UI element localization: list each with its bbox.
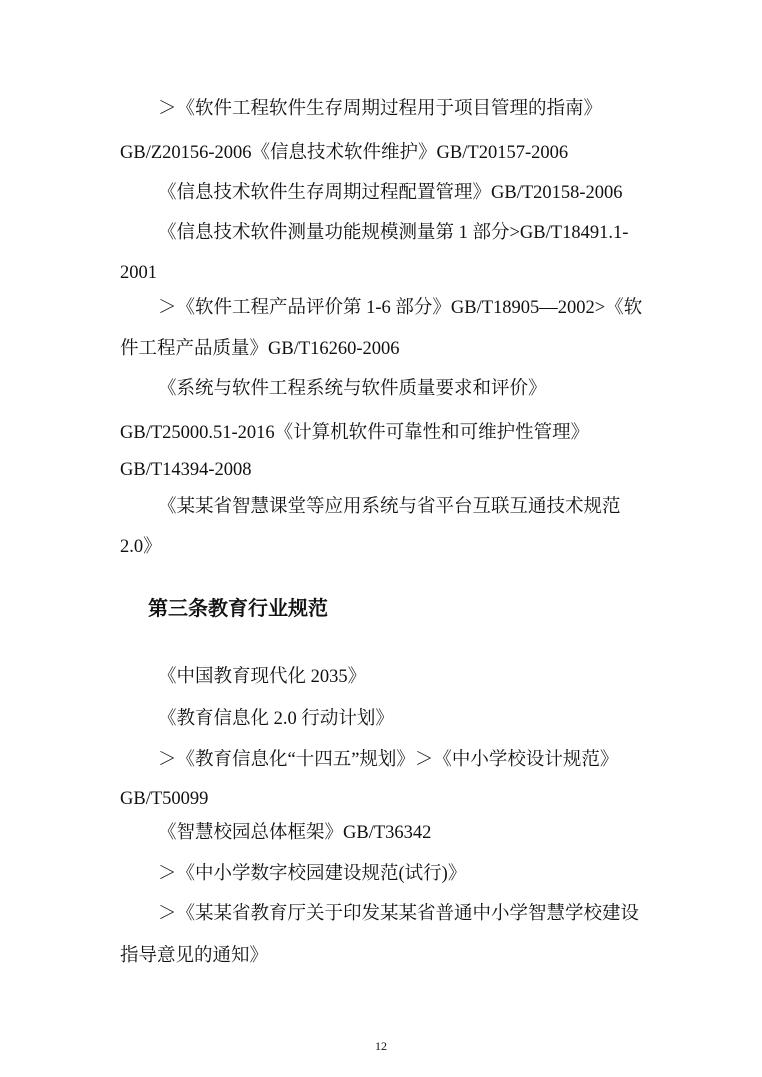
text-line: ＞《软件工程软件生存周期过程用于项目管理的指南》 xyxy=(158,99,603,119)
text-line: 《某某省智慧课堂等应用系统与省平台互联互通技术规范 xyxy=(158,497,621,517)
text-line: 件工程产品质量》GB/T16260-2006 xyxy=(120,339,400,359)
text-line: ＞《中小学数字校园建设规范(试行)》 xyxy=(158,864,467,884)
text-line: ＞《某某省教育厅关于印发某某省普通中小学智慧学校建设 xyxy=(158,904,640,924)
text-line: ＞《软件工程产品评价第 1-6 部分》GB/T18905—2002>《软 xyxy=(158,298,643,318)
text-line: GB/Z20156-2006《信息技术软件维护》GB/T20157-2006 xyxy=(120,143,569,163)
text-line: GB/T50099 xyxy=(120,789,209,809)
text-line: GB/T25000.51-2016《计算机软件可靠性和可维护性管理》 xyxy=(120,423,590,443)
text-line: 《信息技术软件生存周期过程配置管理》GB/T20158-2006 xyxy=(158,183,623,203)
text-line: 指导意见的通知》 xyxy=(120,946,269,966)
section-heading: 第三条教育行业规范 xyxy=(148,596,328,620)
text-line: 《智慧校园总体框架》GB/T36342 xyxy=(158,823,432,843)
page-number: 12 xyxy=(375,1039,387,1053)
text-line: 《信息技术软件测量功能规模测量第 1 部分>GB/T18491.1- xyxy=(158,223,629,243)
text-line: 2.0》 xyxy=(120,537,162,557)
text-line: 《系统与软件工程系统与软件质量要求和评价》 xyxy=(158,379,547,399)
text-line: 《中国教育现代化 2035》 xyxy=(158,667,367,687)
text-line: 2001 xyxy=(120,263,157,283)
text-line: GB/T14394-2008 xyxy=(120,460,252,480)
text-line: 《教育信息化 2.0 行动计划》 xyxy=(158,709,394,729)
text-line: ＞《教育信息化“十四五”规划》＞《中小学校设计规范》 xyxy=(158,750,619,770)
